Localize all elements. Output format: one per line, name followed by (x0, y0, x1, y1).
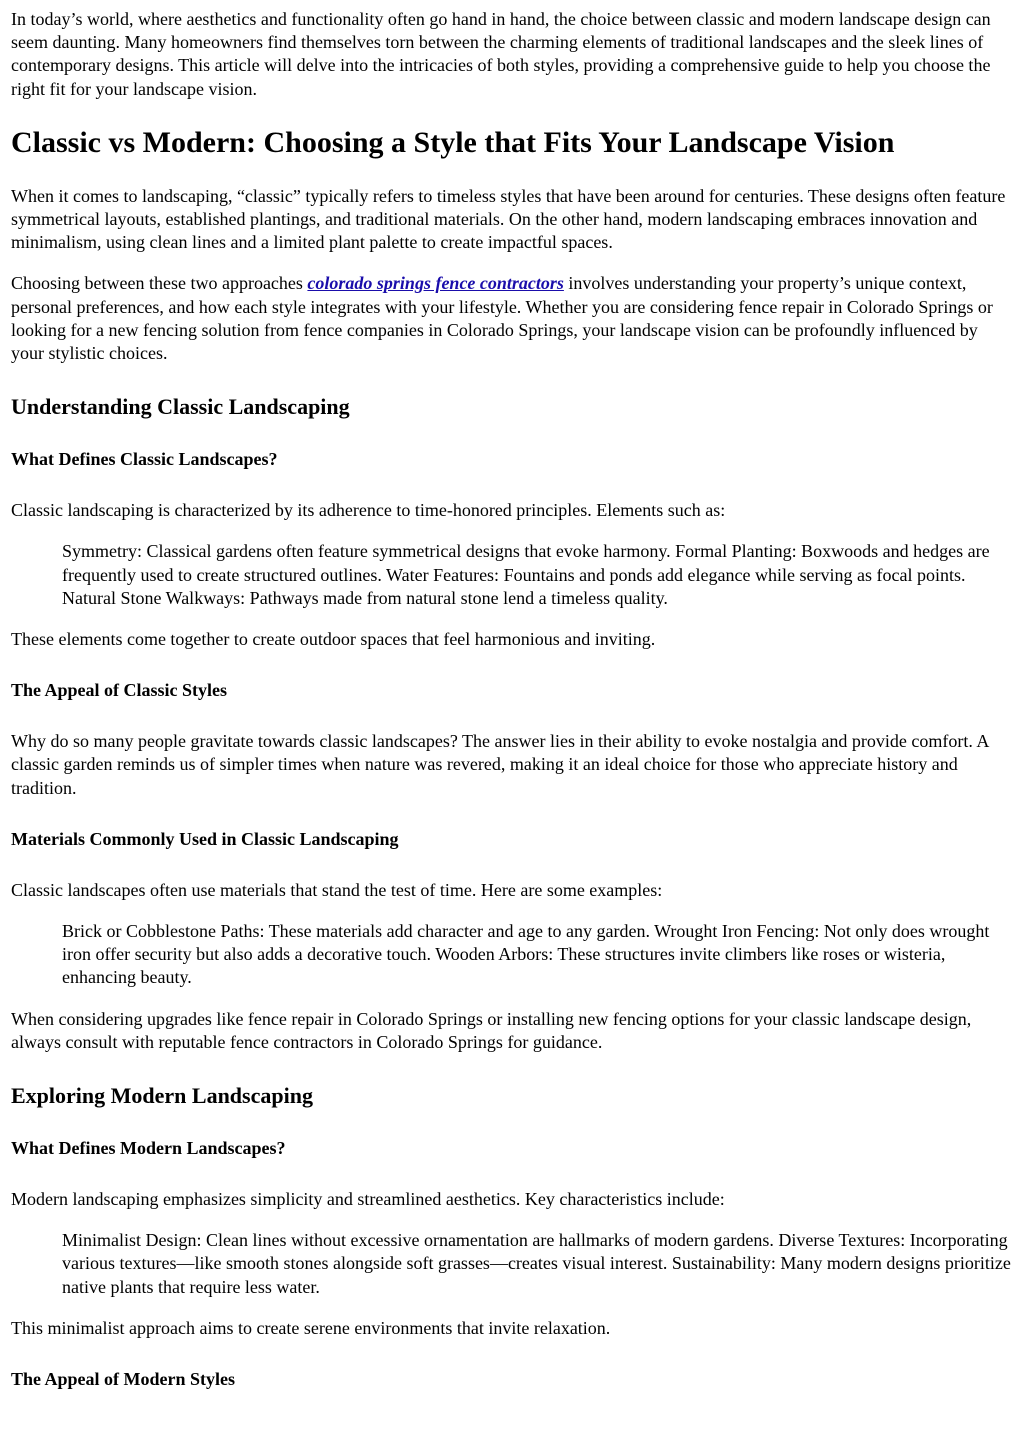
classic-defines-outro: These elements come together to create outdoor spaces that feel harmonious and inviting. (11, 629, 656, 650)
classic-defines-intro: Classic landscaping is characterized by its adherence to time-honored principles. Elements such as: (11, 500, 726, 521)
classic-defines-heading: What Defines Classic Landscapes? (11, 449, 278, 470)
classic-materials-quote: Brick or Cobblestone Paths: These materials add character and age to any garden. Wrought Iron Fencing: Not only does wrought iron offer security but also adds a decorative touch. Wooden Arbors: These structures invite climbers like roses or wisteria, enhancing beauty. (62, 921, 990, 988)
approach-paragraph (11, 272, 1013, 365)
approach-text-after: involves understanding your property’s unique context, personal preferences, and how each style integrates with your lifestyle. Whether you are considering fence repair in Colorado Springs or looking for a new fencing solution from fence companies in Colorado Springs, your landscape vision can be profoundly influenced by your stylistic choices. (11, 273, 993, 364)
modern-section-heading: Exploring Modern Landscaping (11, 1083, 313, 1109)
modern-elements-quote: Minimalist Design: Clean lines without excessive ornamentation are hallmarks of modern gardens. Diverse Textures: Incorporating various textures—like smooth stones alongside soft grasses—creates visual interest. Sustainability: Many modern designs prioritize native plants that require less water. (62, 1230, 1011, 1297)
classic-definition-paragraph: When it comes to landscaping, “classic” typically refers to timeless styles that have been around for centuries. These designs often feature symmetrical layouts, established plantings, and traditional materials. On the other hand, modern landscaping embraces innovation and minimalism, using clean lines and a limited plant palette to create impactful spaces. (11, 185, 1006, 253)
page-title: Classic vs Modern: Choosing a Style that Fits Your Landscape Vision (11, 125, 895, 159)
intro-paragraph: In today’s world, where aesthetics and functionality often go hand in hand, the choice between classic and modern landscape design can seem daunting. Many homeowners find themselves torn between the charming elements of traditional landscapes and the sleek lines of contemporary designs. This article will delve into the intricacies of both styles, providing a comprehensive guide to help you choose the right fit for your landscape vision. (11, 9, 991, 99)
modern-defines-outro: This minimalist approach aims to create serene environments that invite relaxation. (11, 1317, 611, 1338)
fence-contractors-link[interactable]: colorado springs fence contractors (307, 273, 564, 294)
modern-defines-heading: What Defines Modern Landscapes? (11, 1138, 286, 1159)
classic-appeal-heading: The Appeal of Classic Styles (11, 680, 228, 701)
modern-defines-intro: Modern landscaping emphasizes simplicity and streamlined aesthetics. Key characteristics include: (11, 1189, 725, 1210)
classic-materials-heading: Materials Commonly Used in Classic Landscaping (11, 828, 399, 849)
classic-elements-quote: Symmetry: Classical gardens often feature symmetrical designs that evoke harmony. Formal Planting: Boxwoods and hedges are frequently used to create structured outlines. Water Features: Fountains and ponds add elegance while serving as focal points. Natural Stone Walkways: Pathways made from natural stone lend a timeless quality. (62, 541, 990, 608)
classic-appeal-text: Why do so many people gravitate towards classic landscapes? The answer lies in their ability to evoke nostalgia and provide comfort. A classic garden reminds us of simpler times when nature was revered, making it an ideal choice for those who appreciate history and tradition. (11, 731, 989, 798)
classic-section-heading: Understanding Classic Landscaping (11, 394, 350, 420)
modern-appeal-heading: The Appeal of Modern Styles (11, 1369, 236, 1390)
classic-materials-intro: Classic landscapes often use materials that stand the test of time. Here are some examples: (11, 879, 663, 900)
classic-materials-outro: When considering upgrades like fence repair in Colorado Springs or installing new fencing options for your classic landscape design, always consult with reputable fence contractors in Colorado Springs for guidance. (11, 1008, 972, 1052)
approach-text-before: Choosing between these two approaches (11, 273, 308, 294)
